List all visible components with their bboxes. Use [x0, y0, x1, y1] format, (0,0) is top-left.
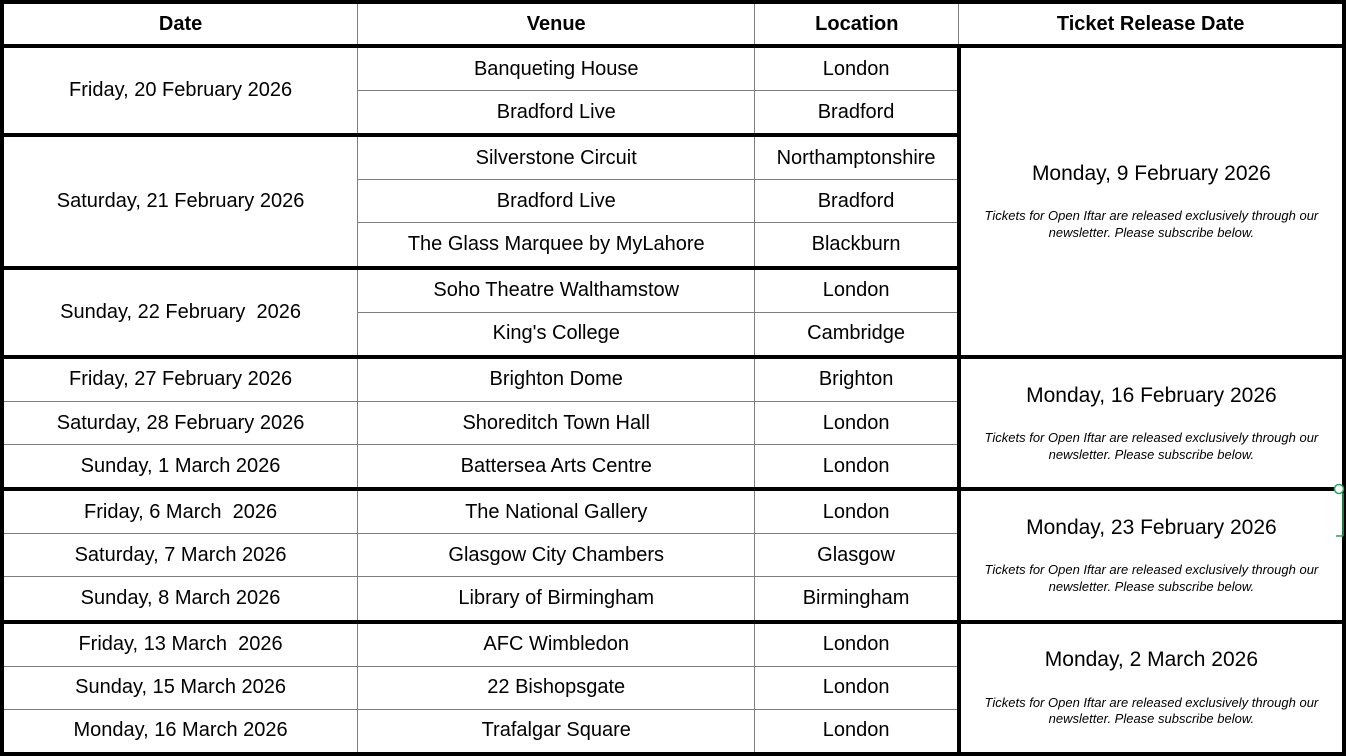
venue-cell: Trafalgar Square — [358, 709, 755, 754]
table-row — [2, 622, 1344, 667]
table-row — [2, 46, 1344, 91]
date-cell: Friday, 6 March 2026 — [2, 489, 358, 534]
location-cell: London — [755, 622, 959, 667]
release-note: Tickets for Open Iftar are released exclusively through our newsletter. Please subscribe below. — [984, 694, 1322, 727]
location-cell: London — [755, 445, 959, 490]
venue-cell: Brighton Dome — [358, 357, 755, 402]
release-date: Monday, 9 February 2026 — [1031, 161, 1271, 185]
location-cell: Northamptonshire — [755, 135, 959, 180]
ticket-release-cell — [959, 357, 1344, 489]
date-cell: Saturday, 7 March 2026 — [2, 534, 358, 577]
release-note: Tickets for Open Iftar are released exclusively through our newsletter. Please subscribe below. — [984, 208, 1322, 241]
table-row — [2, 489, 1344, 534]
release-date: Monday, 23 February 2026 — [1026, 515, 1277, 539]
ticket-release-cell — [959, 46, 1344, 357]
release-date: Monday, 2 March 2026 — [1044, 648, 1259, 672]
ticket-release-cell — [959, 622, 1344, 754]
location-cell: Bradford — [755, 180, 959, 223]
table-resize-handle-icon — [1332, 483, 1346, 541]
column-header-venue: Venue — [358, 2, 755, 46]
venue-cell: Soho Theatre Walthamstow — [358, 268, 755, 313]
venue-cell: AFC Wimbledon — [358, 622, 755, 667]
ticket-release-cell — [959, 489, 1344, 621]
venue-cell: Glasgow City Chambers — [358, 534, 755, 577]
location-cell: London — [755, 402, 959, 445]
location-cell: Birmingham — [755, 577, 959, 622]
venue-cell: Bradford Live — [358, 180, 755, 223]
venue-cell: The Glass Marquee by MyLahore — [358, 223, 755, 268]
column-header-ticket-release-date: Ticket Release Date — [959, 2, 1344, 46]
venue-cell: Silverstone Circuit — [358, 135, 755, 180]
date-cell: Sunday, 1 March 2026 — [2, 445, 358, 490]
venue-cell: Library of Birmingham — [358, 577, 755, 622]
table-resize-handle[interactable] — [1332, 483, 1346, 541]
date-cell: Monday, 16 March 2026 — [2, 709, 358, 754]
venue-cell: Shoreditch Town Hall — [358, 402, 755, 445]
location-cell: London — [755, 709, 959, 754]
date-cell: Sunday, 8 March 2026 — [2, 577, 358, 622]
date-cell: Friday, 27 February 2026 — [2, 357, 358, 402]
venue-cell: 22 Bishopsgate — [358, 666, 755, 709]
location-cell: Bradford — [755, 91, 959, 136]
venue-cell: Banqueting House — [358, 46, 755, 91]
header-row — [2, 2, 1344, 46]
date-cell: Friday, 20 February 2026 — [2, 46, 358, 135]
location-cell: London — [755, 268, 959, 313]
location-cell: London — [755, 46, 959, 91]
column-header-date: Date — [2, 2, 358, 46]
date-cell: Friday, 13 March 2026 — [2, 622, 358, 667]
table-row — [2, 357, 1344, 402]
venue-cell: The National Gallery — [358, 489, 755, 534]
release-note: Tickets for Open Iftar are released exclusively through our newsletter. Please subscribe below. — [984, 429, 1322, 462]
venue-cell: King's College — [358, 312, 755, 357]
location-cell: London — [755, 666, 959, 709]
release-date: Monday, 16 February 2026 — [1026, 383, 1277, 407]
location-cell: Cambridge — [755, 312, 959, 357]
release-note: Tickets for Open Iftar are released exclusively through our newsletter. Please subscribe below. — [984, 562, 1322, 595]
date-cell: Saturday, 21 February 2026 — [2, 135, 358, 267]
date-cell: Saturday, 28 February 2026 — [2, 402, 358, 445]
date-cell: Sunday, 15 March 2026 — [2, 666, 358, 709]
venue-cell: Bradford Live — [358, 91, 755, 136]
location-cell: Brighton — [755, 357, 959, 402]
location-cell: Blackburn — [755, 223, 959, 268]
venue-cell: Battersea Arts Centre — [358, 445, 755, 490]
date-cell: Sunday, 22 February 2026 — [2, 268, 358, 357]
location-cell: Glasgow — [755, 534, 959, 577]
column-header-location: Location — [755, 2, 959, 46]
location-cell: London — [755, 489, 959, 534]
